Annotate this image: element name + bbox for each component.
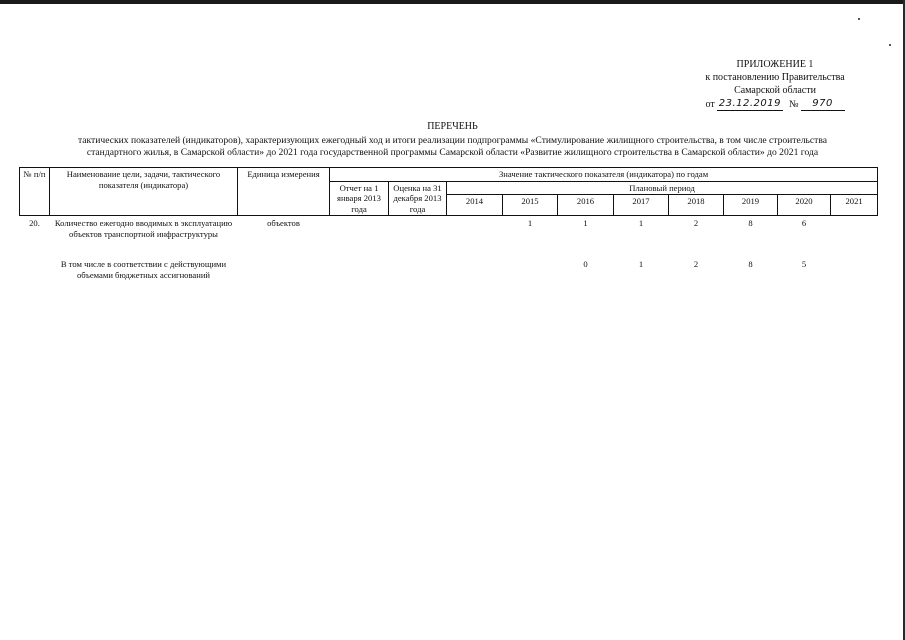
row-name: В том числе в соответствии с действующими объемами бюджетных ассигнований <box>60 259 227 280</box>
row-unit <box>238 257 330 280</box>
row-value: 2 <box>693 218 699 228</box>
row-value: 1 <box>583 218 588 228</box>
document-subtitle-line-1: тактических показателей (индикаторов), характеризующих ежегодный ход и итоги реализации подпрограммы «Стимулирование жилищного строительства, в том числе строительства <box>77 134 828 146</box>
header-year: 2018 <box>669 195 724 216</box>
row-value: 1 <box>638 259 644 269</box>
table-row <box>20 257 878 280</box>
header-year: 2017 <box>614 195 669 216</box>
decree-date: 23.12.2019 <box>718 98 781 109</box>
header-values-group: Значение тактического показателя (индикатора) по годам <box>330 168 878 182</box>
appendix-label: ПРИЛОЖЕНИЕ 1 <box>736 59 814 70</box>
header-year: 2020 <box>778 195 831 216</box>
decree-number: 970 <box>801 97 845 111</box>
document-title: ПЕРЕЧЕНЬ <box>427 121 478 132</box>
appendix-line-2: Самарской области <box>734 85 816 96</box>
header-year: 2014 <box>447 195 503 216</box>
header-year: 2015 <box>503 195 558 216</box>
row-value <box>831 216 878 240</box>
row-report <box>330 257 389 280</box>
header-estimate: Оценка на 31 декабря 2013 года <box>389 181 447 216</box>
appendix-block <box>690 58 860 111</box>
row-value: 0 <box>583 259 588 269</box>
header-unit: Единица измерения <box>238 168 330 216</box>
row-report <box>330 216 389 240</box>
row-value: 6 <box>801 218 807 228</box>
scan-speck <box>889 44 891 46</box>
row-value <box>447 257 503 280</box>
header-year: 2019 <box>724 195 778 216</box>
row-value: 8 <box>748 259 753 269</box>
header-num: № п/п <box>20 168 50 216</box>
row-value: 5 <box>801 259 807 269</box>
scan-speck <box>858 18 860 20</box>
row-value: 1 <box>638 218 644 228</box>
row-num <box>20 257 50 280</box>
header-planned-period: Плановый период <box>447 181 878 195</box>
document-subtitle-line-2: стандартного жилья, в Самарской области» до 2021 года государственной программы Самарской области «Развитие жилищного строительства в Самарской области» до 2021 года <box>86 147 819 158</box>
table-row-spacer <box>20 239 878 257</box>
row-value: 8 <box>748 218 753 228</box>
indicators-table <box>19 167 878 280</box>
number-prefix: № <box>788 99 799 110</box>
decree-date-line <box>690 97 860 111</box>
row-value <box>447 216 503 240</box>
row-value <box>831 257 878 280</box>
row-estimate <box>389 257 447 280</box>
document-title-block <box>20 121 885 160</box>
header-name: Наименование цели, задачи, тактического показателя (индикатора) <box>50 168 238 216</box>
row-estimate <box>389 216 447 240</box>
appendix-line-1: к постановлению Правительства <box>705 72 845 83</box>
header-year: 2016 <box>558 195 614 216</box>
row-unit: объектов <box>267 218 300 228</box>
date-prefix: от <box>705 99 715 110</box>
header-report: Отчет на 1 января 2013 года <box>330 181 389 216</box>
row-num: 20. <box>29 218 40 228</box>
table-row <box>20 216 878 240</box>
scan-edge-top <box>0 0 905 4</box>
row-value <box>503 257 558 280</box>
row-value: 2 <box>693 259 699 269</box>
header-year: 2021 <box>831 195 878 216</box>
row-name: Количество ежегодно вводимых в эксплуатацию объектов транспортной инфраструктуры <box>54 218 233 239</box>
row-value: 1 <box>527 218 533 228</box>
